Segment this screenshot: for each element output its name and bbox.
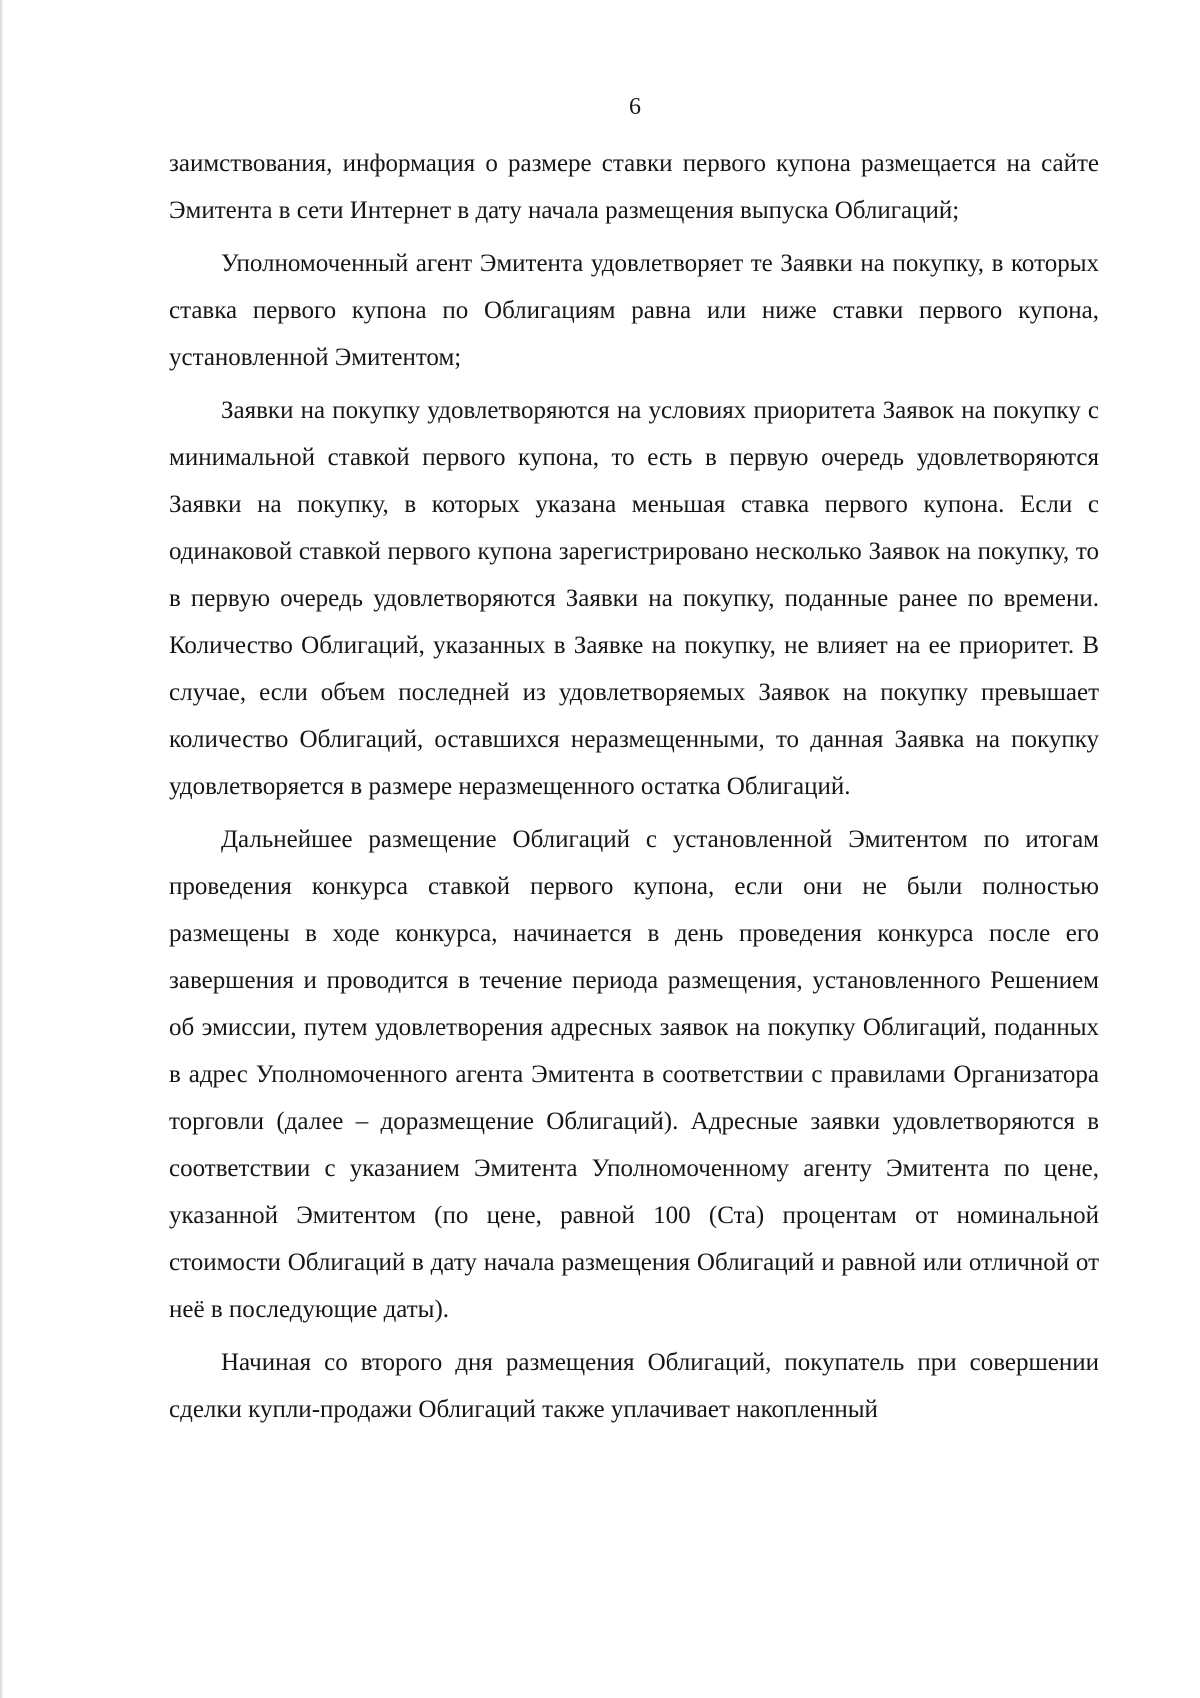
paragraph-authorized-agent: Уполномоченный агент Эмитента удовлетворяет те Заявки на покупку, в которых ставка первого купона по Облигациям равна или ниже ставки первого купона, установленной Эмитентом;: [169, 250, 1099, 371]
paragraph-accrued-income: Начиная со второго дня размещения Облигаций, покупатель при совершении сделки купли-продажи Облигаций также уплачивает накопленный: [169, 1349, 1099, 1423]
paragraph-further-placement: Дальнейшее размещение Облигаций с установленной Эмитентом по итогам проведения конкурса ставкой первого купона, если они не были полностью размещены в ходе конкурса, начинается в день проведения конкурса после его завершения и проводится в течение периода размещения, установленного Решением об эмиссии, путем удовлетворения адресных заявок на покупку Облигаций, поданных в адрес Уполномоченного агента Эмитента в соответствии с правилами Организатора торговли (далее – доразмещение Облигаций). Адресные заявки удовлетворяются в соответствии с указанием Эмитента Уполномоченному агенту Эмитента по цене, указанной Эмитентом (по цене, равной 100 (Ста) процентам от номинальной стоимости Облигаций в дату начала размещения Облигаций и равной или отличной от неё в последующие даты).: [169, 826, 1099, 1323]
document-body: [169, 140, 1099, 1439]
paragraph-bid-priority: Заявки на покупку удовлетворяются на условиях приоритета Заявок на покупку с минимальной ставкой первого купона, то есть в первую очередь удовлетворяются Заявки на покупку, в которых указана меньшая ставка первого купона. Если с одинаковой ставкой первого купона зарегистрировано несколько Заявок на покупку, то в первую очередь удовлетворяются Заявки на покупку, поданные ранее по времени. Количество Облигаций, указанных в Заявке на покупку, не влияет на ее приоритет. В случае, если объем последней из удовлетворяемых Заявок на покупку превышает количество Облигаций, оставшихся неразмещенными, то данная Заявка на покупку удовлетворяется в размере неразмещенного остатка Облигаций.: [169, 397, 1099, 800]
page-number: 6: [629, 94, 641, 120]
paragraph-continuation: заимствования, информация о размере ставки первого купона размещается на сайте Эмитента в сети Интернет в дату начала размещения выпуска Облигаций;: [169, 150, 1099, 224]
